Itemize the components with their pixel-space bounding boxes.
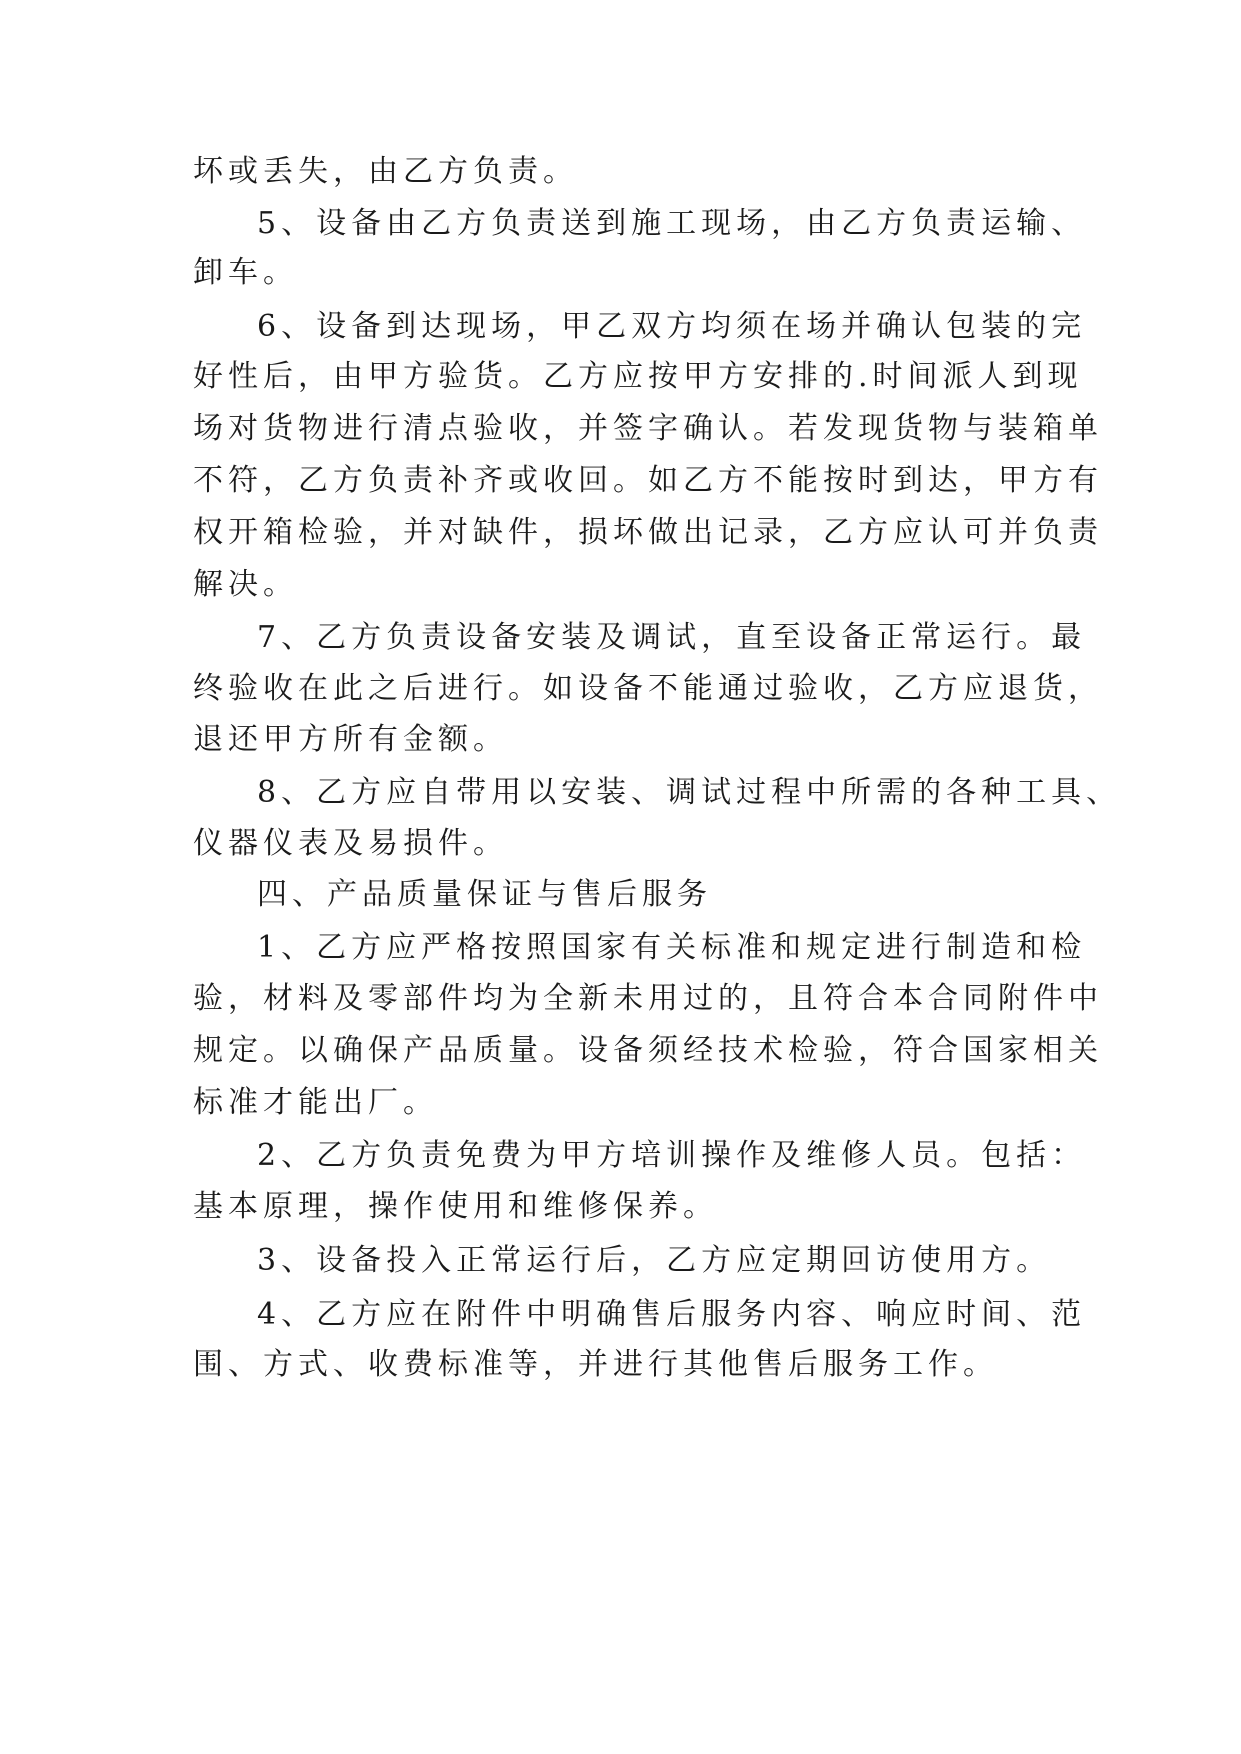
text-line: 好性后，由甲方验货。乙方应按甲方安排的.时间派人到现: [193, 359, 1083, 394]
text-line: 2、乙方负责免费为甲方培训操作及维修人员。包括：: [257, 1138, 1087, 1173]
text-line: 基本原理，操作使用和维修保养。: [193, 1189, 718, 1224]
text-line: 5、设备由乙方负责送到施工现场，由乙方负责运输、: [257, 206, 1087, 241]
text-line: 6、设备到达现场，甲乙双方均须在场并确认包装的完: [257, 309, 1087, 344]
text-line: 终验收在此之后进行。如设备不能通过验收，乙方应退货，: [193, 671, 1103, 706]
text-line: 标准才能出厂。: [193, 1085, 438, 1120]
text-line: 仪器仪表及易损件。: [193, 826, 508, 861]
text-line: 权开箱检验，并对缺件，损坏做出记录，乙方应认可并负责: [193, 515, 1103, 550]
text-line: 坏或丢失，由乙方负责。: [193, 154, 578, 189]
text-line: 解决。: [193, 567, 298, 602]
text-line: 场对货物进行清点验收，并签字确认。若发现货物与装箱单: [193, 411, 1103, 446]
text-line: 验，材料及零部件均为全新未用过的，且符合本合同附件中: [193, 981, 1103, 1016]
text-line: 4、乙方应在附件中明确售后服务内容、响应时间、范: [257, 1297, 1087, 1332]
text-line: 退还甲方所有金额。: [193, 722, 508, 757]
text-line: 规定。以确保产品质量。设备须经技术检验，符合国家相关: [193, 1033, 1103, 1068]
text-line: 3、设备投入正常运行后，乙方应定期回访使用方。: [257, 1243, 1052, 1278]
text-line: 不符，乙方负责补齐或收回。如乙方不能按时到达，甲方有: [193, 463, 1103, 498]
text-line: 1、乙方应严格按照国家有关标准和规定进行制造和检: [257, 930, 1087, 965]
section-heading: 四、产品质量保证与售后服务: [257, 877, 712, 912]
text-line: 8、乙方应自带用以安装、调试过程中所需的各种工具、: [257, 775, 1122, 810]
text-line: 卸车。: [193, 255, 298, 290]
text-line: 7、乙方负责设备安装及调试，直至设备正常运行。最: [257, 620, 1087, 655]
text-line: 围、方式、收费标准等，并进行其他售后服务工作。: [193, 1347, 998, 1382]
